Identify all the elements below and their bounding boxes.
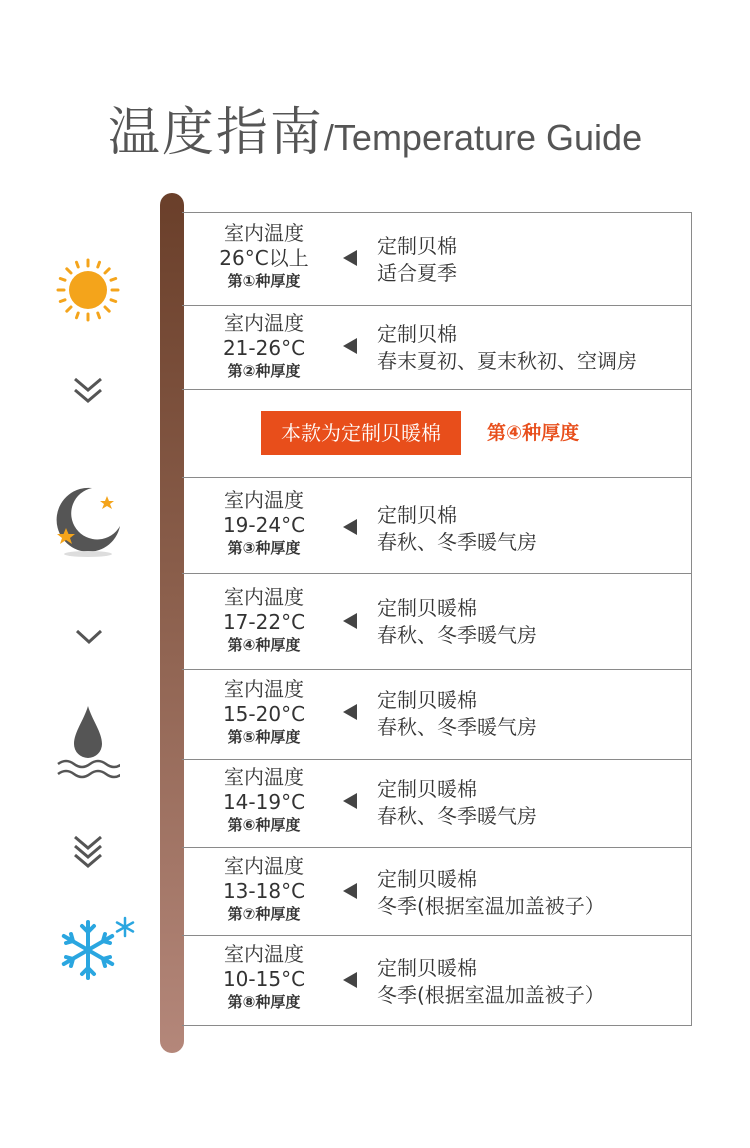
temperature-cell — [208, 854, 320, 924]
season-text: 适合夏季 — [377, 261, 457, 285]
water-drop-icon — [56, 704, 120, 780]
table-row — [182, 669, 691, 760]
season-text: 春秋、冬季暖气房 — [377, 530, 537, 554]
left-arrow-icon — [343, 338, 357, 354]
temperature-cell — [208, 677, 320, 747]
temp-label: 室内温度 — [224, 677, 304, 701]
thickness-level: 第⑧种厚度 — [227, 993, 301, 1011]
temp-range: 14-19°C — [222, 790, 306, 814]
description-cell — [377, 502, 537, 556]
thickness-level: 第⑥种厚度 — [227, 816, 301, 834]
table-row — [182, 305, 691, 390]
temp-range: 17-22°C — [222, 610, 306, 634]
temperature-cell — [208, 942, 320, 1012]
left-arrow-icon — [343, 519, 357, 535]
double-chevron-down-icon — [72, 376, 104, 406]
thickness-level: 第②种厚度 — [227, 362, 301, 380]
table-row — [182, 935, 691, 1027]
thickness-level: 第⑤种厚度 — [227, 728, 301, 746]
temp-range: 15-20°C — [222, 702, 306, 726]
highlight-row — [182, 389, 691, 478]
product-name: 定制贝暖棉 — [377, 867, 477, 891]
temperature-cell — [208, 765, 320, 835]
temperature-cell — [208, 488, 320, 558]
temp-label: 室内温度 — [224, 221, 304, 245]
temp-range: 26°C以上 — [219, 246, 309, 270]
snowflake-icon — [56, 912, 140, 984]
product-name: 定制贝棉 — [377, 322, 457, 346]
double-chevron-down-icon — [72, 834, 104, 870]
left-arrow-icon — [343, 250, 357, 266]
thickness-level: 第③种厚度 — [227, 539, 301, 557]
moon-stars-icon — [52, 482, 124, 560]
thickness-level: 第④种厚度 — [227, 636, 301, 654]
temperature-cell — [208, 585, 320, 655]
season-text: 春秋、冬季暖气房 — [377, 715, 537, 739]
season-text: 春末夏初、夏末秋初、空调房 — [377, 349, 637, 373]
table-row — [182, 477, 691, 574]
season-text: 春秋、冬季暖气房 — [377, 623, 537, 647]
chevron-down-icon — [74, 628, 104, 646]
temp-range: 13-18°C — [222, 879, 306, 903]
title-chinese: 温度指南 — [107, 103, 324, 163]
temp-range: 10-15°C — [222, 967, 306, 991]
product-badge: 本款为定制贝暖棉 — [261, 411, 461, 455]
table-row — [182, 213, 691, 305]
temperature-gradient-bar — [160, 193, 184, 1053]
title-english: /Temperature Guide — [323, 117, 643, 158]
season-text: 春秋、冬季暖气房 — [377, 804, 537, 828]
temperature-cell — [208, 311, 320, 381]
product-name: 定制贝暖棉 — [377, 688, 477, 712]
description-cell — [377, 233, 457, 287]
description-cell — [377, 866, 605, 920]
temp-label: 室内温度 — [224, 942, 304, 966]
thickness-level: 第①种厚度 — [227, 272, 301, 290]
left-arrow-icon — [343, 704, 357, 720]
product-name: 定制贝暖棉 — [377, 596, 477, 620]
temperature-cell — [208, 221, 320, 291]
page-title — [0, 90, 750, 165]
product-thickness-note: 第④种厚度 — [487, 422, 580, 444]
table-row — [182, 573, 691, 670]
description-cell — [377, 687, 537, 741]
table-row — [182, 847, 691, 936]
left-arrow-icon — [343, 793, 357, 809]
description-cell — [377, 595, 537, 649]
temp-label: 室内温度 — [224, 488, 304, 512]
description-cell — [377, 776, 537, 830]
season-text: 冬季(根据室温加盖被子） — [377, 983, 605, 1007]
description-cell — [377, 955, 605, 1009]
left-arrow-icon — [343, 613, 357, 629]
description-cell — [377, 321, 637, 375]
temp-range: 21-26°C — [222, 336, 306, 360]
temp-label: 室内温度 — [224, 765, 304, 789]
temp-label: 室内温度 — [224, 585, 304, 609]
product-name: 定制贝棉 — [377, 503, 457, 527]
temp-label: 室内温度 — [224, 854, 304, 878]
thickness-level: 第⑦种厚度 — [227, 905, 301, 923]
product-name: 定制贝暖棉 — [377, 777, 477, 801]
temp-range: 19-24°C — [222, 513, 306, 537]
temp-label: 室内温度 — [224, 311, 304, 335]
left-arrow-icon — [343, 972, 357, 988]
product-name: 定制贝暖棉 — [377, 956, 477, 980]
table-row — [182, 759, 691, 848]
product-name: 定制贝棉 — [377, 234, 457, 258]
sun-icon — [56, 258, 120, 322]
season-text: 冬季(根据室温加盖被子） — [377, 894, 605, 918]
temperature-table — [182, 212, 692, 1026]
left-arrow-icon — [343, 883, 357, 899]
